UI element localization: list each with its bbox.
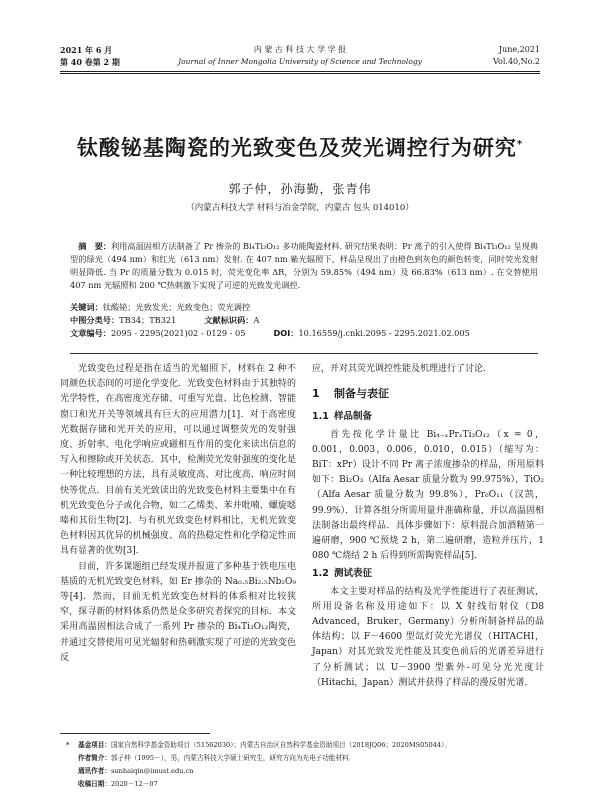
sample-prep-paragraph: 首先按化学计量比 Bi₄₋ₓPrₓTi₃O₁₂（x = 0，0.001，0.003，0.006，0.010，0.015）（缩写为：BiT：xPr）设计不同 Pr 离子浓度掺杂的样品，所用原料如下：Bi₂O₃（Alfa Aesar 质量分数为 99.975%），TiO₂（Alfa Aesar 质量分数为 99.8%），Pr₆O₁₁（汉凯，99.9%）．计算各组分所需用量并准确称量，并以高温固相法制备出最终样品．具体步骤如下：原料混合加酒精第一遍研磨，900 ℃预烧 2 h，第二遍研磨，造粒并压片，1 080 ℃烧结 2 h 后得到所需陶瓷样品[5]． (312, 429, 544, 562)
title-text: 钛酸铋基陶瓷的光致变色及荧光调控行为研究 (76, 136, 517, 160)
doi-label: DOI： (273, 328, 299, 338)
abstract (70, 240, 538, 292)
keywords-label: 关键词： (70, 302, 103, 312)
footnote-mark: * (66, 741, 70, 749)
footnotes (66, 739, 560, 791)
author-bio-label: 作者简介： (78, 754, 111, 762)
body-column-right (312, 362, 544, 691)
doc-code-label: 文献标识码： (204, 315, 254, 325)
section-number: 1 (312, 387, 320, 401)
received-date: 2020－12－07 (110, 780, 158, 788)
intro-paragraph-2: 目前，许多课题组已经发现并报道了多种基于铁电压电基质的无机光致变色材料，如 Er 掺杂的 Na₀.₅Bi₂.₅Nb₂O₉ 等[4]．然而，目前无机光致变色材料的体系相对比较狭窄，探寻新的材料体系仍然是众多研究者探究的目标．本文采用高温固相法合成了一系列 Pr 掺杂的 Bi₄Ti₃O₁₂陶瓷，并通过交替使用可见光辐射和热刺激实现了可逆的光致变色反 (60, 561, 296, 663)
header-date-en: June,2021 (498, 45, 540, 54)
section-heading-1-1 (312, 409, 544, 424)
body-column-left (60, 362, 296, 666)
author-affiliation: （内蒙古科技大学 材料与冶金学院，内蒙古 包头 014010） (186, 203, 414, 213)
characterization-paragraph: 本文主要对样品的结构及光学性能进行了表征测试，所用设备名称及用途如下：以 X 射线衍射仪（D8 Advanced，Bruker，Germany）分析所制备样品的晶体结构；以 F－4600 型氙灯荧光光谱仪（HITACHI，Japan）对其光致发光性能及其变色前后的光谱差异进行了分析测试；以 U－3900 型紫外-可见分光光度计（Hitachi，Japan）测试并获得了样品的漫反射光谱． (312, 586, 544, 688)
header-rule-thin (60, 73, 540, 74)
footnote-received (66, 778, 560, 791)
doc-code-value: A (253, 315, 260, 325)
section-title: 制备与表征 (334, 387, 389, 401)
section-title: 样品制备 (334, 411, 373, 423)
keywords-text: 钛酸铋；光致发光；光致变色；荧光调控 (102, 302, 251, 312)
clc-value: TB34；TB321 (119, 315, 177, 325)
corresponding-label: 通讯作者： (78, 767, 111, 775)
header-volume: 第 40 卷第 2 期 (60, 57, 120, 67)
footnote-author (66, 752, 560, 765)
author-list: 郭子仲，孙海勤，张青伟 (228, 182, 372, 196)
abstract-text: 利用高温固相方法制备了 Pr 掺杂的 Bi₄Ti₃O₁₂ 多功能陶瓷材料. 研究结果表明：Pr 离子的引入使得 Bi₄Ti₃O₁₂ 呈现典型的绿光（494 nm）和红光（613 nm）发射. 在 407 nm 紫光辐照下，样品呈现出了由橙色到灰色的颜色转变，同时荧光发射明显降低. 当 Pr 的质量分数为 0.015 时，荧光变化率 ΔR，分别为 59.85%（494 nm）及 66.83%（613 nm）. 在交替使用 407 nm 光辐照和 200 ℃热刺激下实现了可逆的光致发光调控. (70, 241, 538, 290)
section-title: 测试表征 (334, 568, 373, 580)
header-volume-en: Vol.40,No.2 (493, 57, 540, 66)
doi-value: 10.16559/j.cnki.2095 - 2295.2021.02.005 (298, 328, 470, 338)
article-no-value: 2095 - 2295(2021)02 - 0129 - 05 (110, 328, 246, 338)
footnote-email (66, 765, 560, 778)
intro-tail: 应，并对其荧光调控性能及机理进行了讨论． (312, 364, 493, 374)
article-no-label: 文章编号： (70, 328, 111, 338)
header-date: 2021 年 6 月 (60, 45, 113, 55)
section-number: 1.1 (312, 411, 329, 423)
fund-text: 国家自然科学基金资助项目（51562030）；内蒙古自治区自然科学基金资助项目（2018JQ06；2020MS05044）． (110, 741, 451, 749)
header-rule (60, 71, 540, 72)
abstract-label: 摘 要： (78, 241, 111, 251)
received-label: 收稿日期： (78, 780, 111, 788)
journal-name-en: Journal of Inner Mongolia University of Science and Technology (178, 57, 422, 66)
section-number: 1.2 (312, 568, 329, 580)
keywords (70, 301, 538, 314)
article-id-line (70, 327, 538, 340)
paper-title (40, 132, 560, 162)
corresponding-email: sunhaiqin@imust.edu.cn (110, 767, 194, 775)
clc-label: 中图分类号： (70, 315, 120, 325)
classification-line (70, 314, 538, 327)
header-right (493, 44, 540, 68)
title-footnote-mark: * (516, 139, 524, 150)
section-heading-1 (312, 386, 544, 401)
journal-name-cn: 内 蒙 古 科 技 大 学 学 报 (253, 45, 347, 54)
intro-paragraph-1: 光致变色过程是指在适当的光辐照下，材料在 2 种不同颜色状态间的可逆化学变化．光致变色材料由于其独特的光学特性，在高密度光存储、可重写光盘、比色检测、智能窗口和光开关等领域具有巨大的应用潜力[1]．对于高密度光数据存储和光开关的应用，可以通过调整荧光的发射强度、折射率、电化学响应或磁相互作用的变化来读出信息的写入和擦除或开关状态．其中，检测荧光发射强度的变化是一种比较理想的方法，具有灵敏度高、对比度高、响应时间快等优点．目前有关光致读出的光致变色材料主要集中在有机光致变色分子或化合物，如二乙烯类、苯并吡喃、螺旋噁嗪和其衍生物[2]．与有机光致变色材料相比，无机光致变色材料因其优异的机械强度、高的热稳定性和化学稳定性而具有显著的优势[3]． (60, 364, 296, 557)
fund-label: 基金项目： (78, 741, 111, 749)
section-heading-1-2 (312, 566, 544, 581)
footnote-fund (66, 739, 560, 752)
author-bio-text: 郭子仲（1995－），男，内蒙古科技大学硕士研究生，研究方向为光电子功能材料． (110, 754, 356, 762)
header-center (60, 44, 540, 68)
footnote-rule (60, 733, 210, 734)
abstract-divider (70, 353, 538, 354)
